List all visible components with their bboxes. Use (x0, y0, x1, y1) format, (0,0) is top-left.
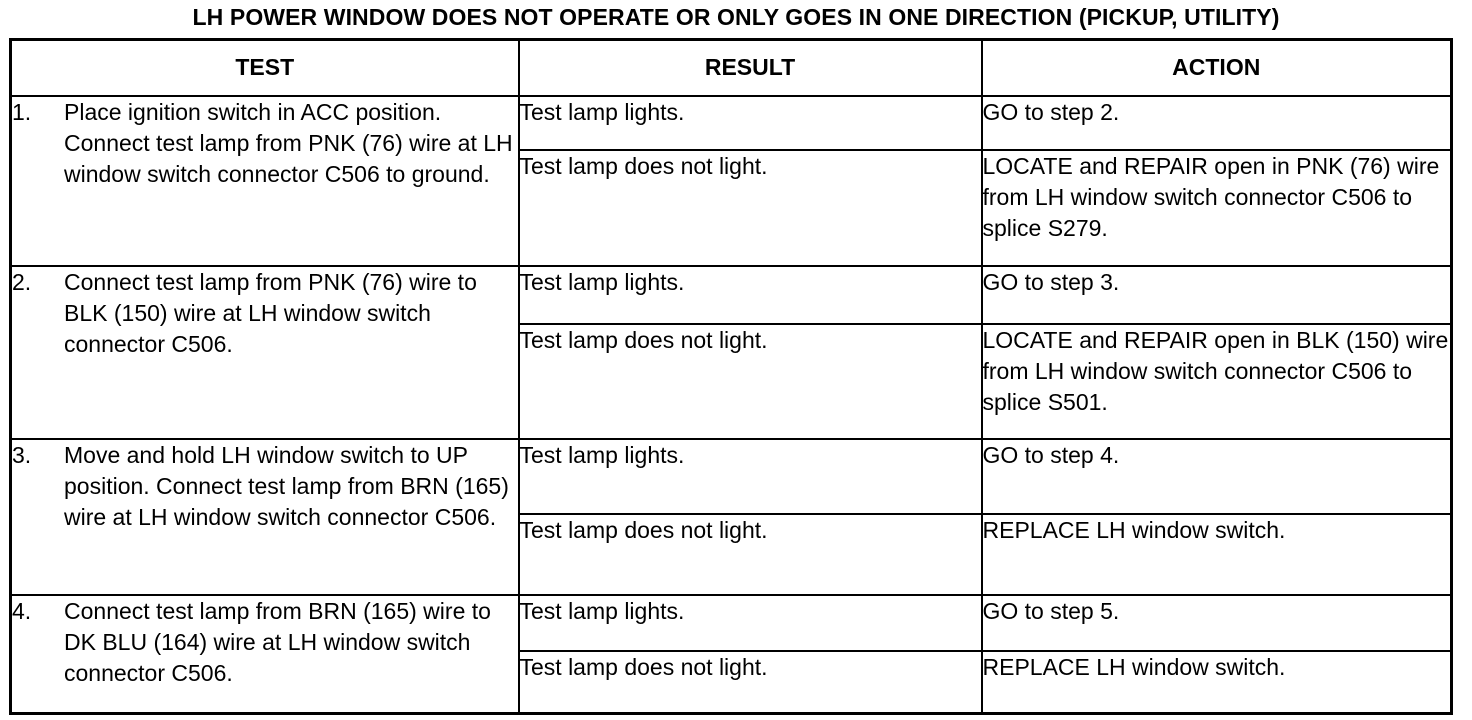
step-number: 4. (12, 597, 32, 624)
result-cell: Test lamp lights. (519, 595, 982, 651)
action-cell: LOCATE and REPAIR open in BLK (150) wire from LH window switch connector C506 to splice S501. (982, 324, 1452, 439)
table-row (11, 595, 1452, 651)
action-cell: GO to step 5. (982, 595, 1452, 651)
test-cell (11, 96, 519, 266)
test-cell (11, 439, 519, 595)
header-action: ACTION (982, 40, 1452, 96)
action-cell: GO to step 3. (982, 266, 1452, 324)
result-cell: Test lamp does not light. (519, 324, 982, 439)
test-description: Place ignition switch in ACC position. Connect test lamp from PNK (76) wire at LH window switch connector C506 to ground. (64, 98, 513, 187)
step-number: 1. (12, 98, 32, 125)
result-cell: Test lamp does not light. (519, 651, 982, 714)
table-row (11, 96, 1452, 150)
test-cell (11, 595, 519, 714)
test-description: Connect test lamp from BRN (165) wire to DK BLU (164) wire at LH window switch connector C506. (64, 597, 491, 686)
result-cell: Test lamp lights. (519, 439, 982, 514)
header-test: TEST (11, 40, 519, 96)
header-result: RESULT (519, 40, 982, 96)
action-cell: REPLACE LH window switch. (982, 651, 1452, 714)
step-number: 3. (12, 441, 32, 468)
step-number: 2. (12, 268, 32, 295)
table-row (11, 266, 1452, 324)
action-cell: GO to step 2. (982, 96, 1452, 150)
header-row (11, 40, 1452, 96)
table-row (11, 439, 1452, 514)
result-cell: Test lamp does not light. (519, 150, 982, 266)
action-cell: LOCATE and REPAIR open in PNK (76) wire from LH window switch connector C506 to splice S279. (982, 150, 1452, 266)
page-title: LH POWER WINDOW DOES NOT OPERATE OR ONLY GOES IN ONE DIRECTION (PICKUP, UTILITY) (192, 4, 1280, 30)
action-cell: REPLACE LH window switch. (982, 514, 1452, 595)
test-description: Move and hold LH window switch to UP position. Connect test lamp from BRN (165) wire at LH window switch connector C506. (64, 441, 509, 530)
result-cell: Test lamp does not light. (519, 514, 982, 595)
result-cell: Test lamp lights. (519, 266, 982, 324)
result-cell: Test lamp lights. (519, 96, 982, 150)
action-cell: GO to step 4. (982, 439, 1452, 514)
diagnostic-table (9, 38, 1453, 715)
test-cell (11, 266, 519, 439)
test-description: Connect test lamp from PNK (76) wire to BLK (150) wire at LH window switch connector C506. (64, 268, 477, 357)
